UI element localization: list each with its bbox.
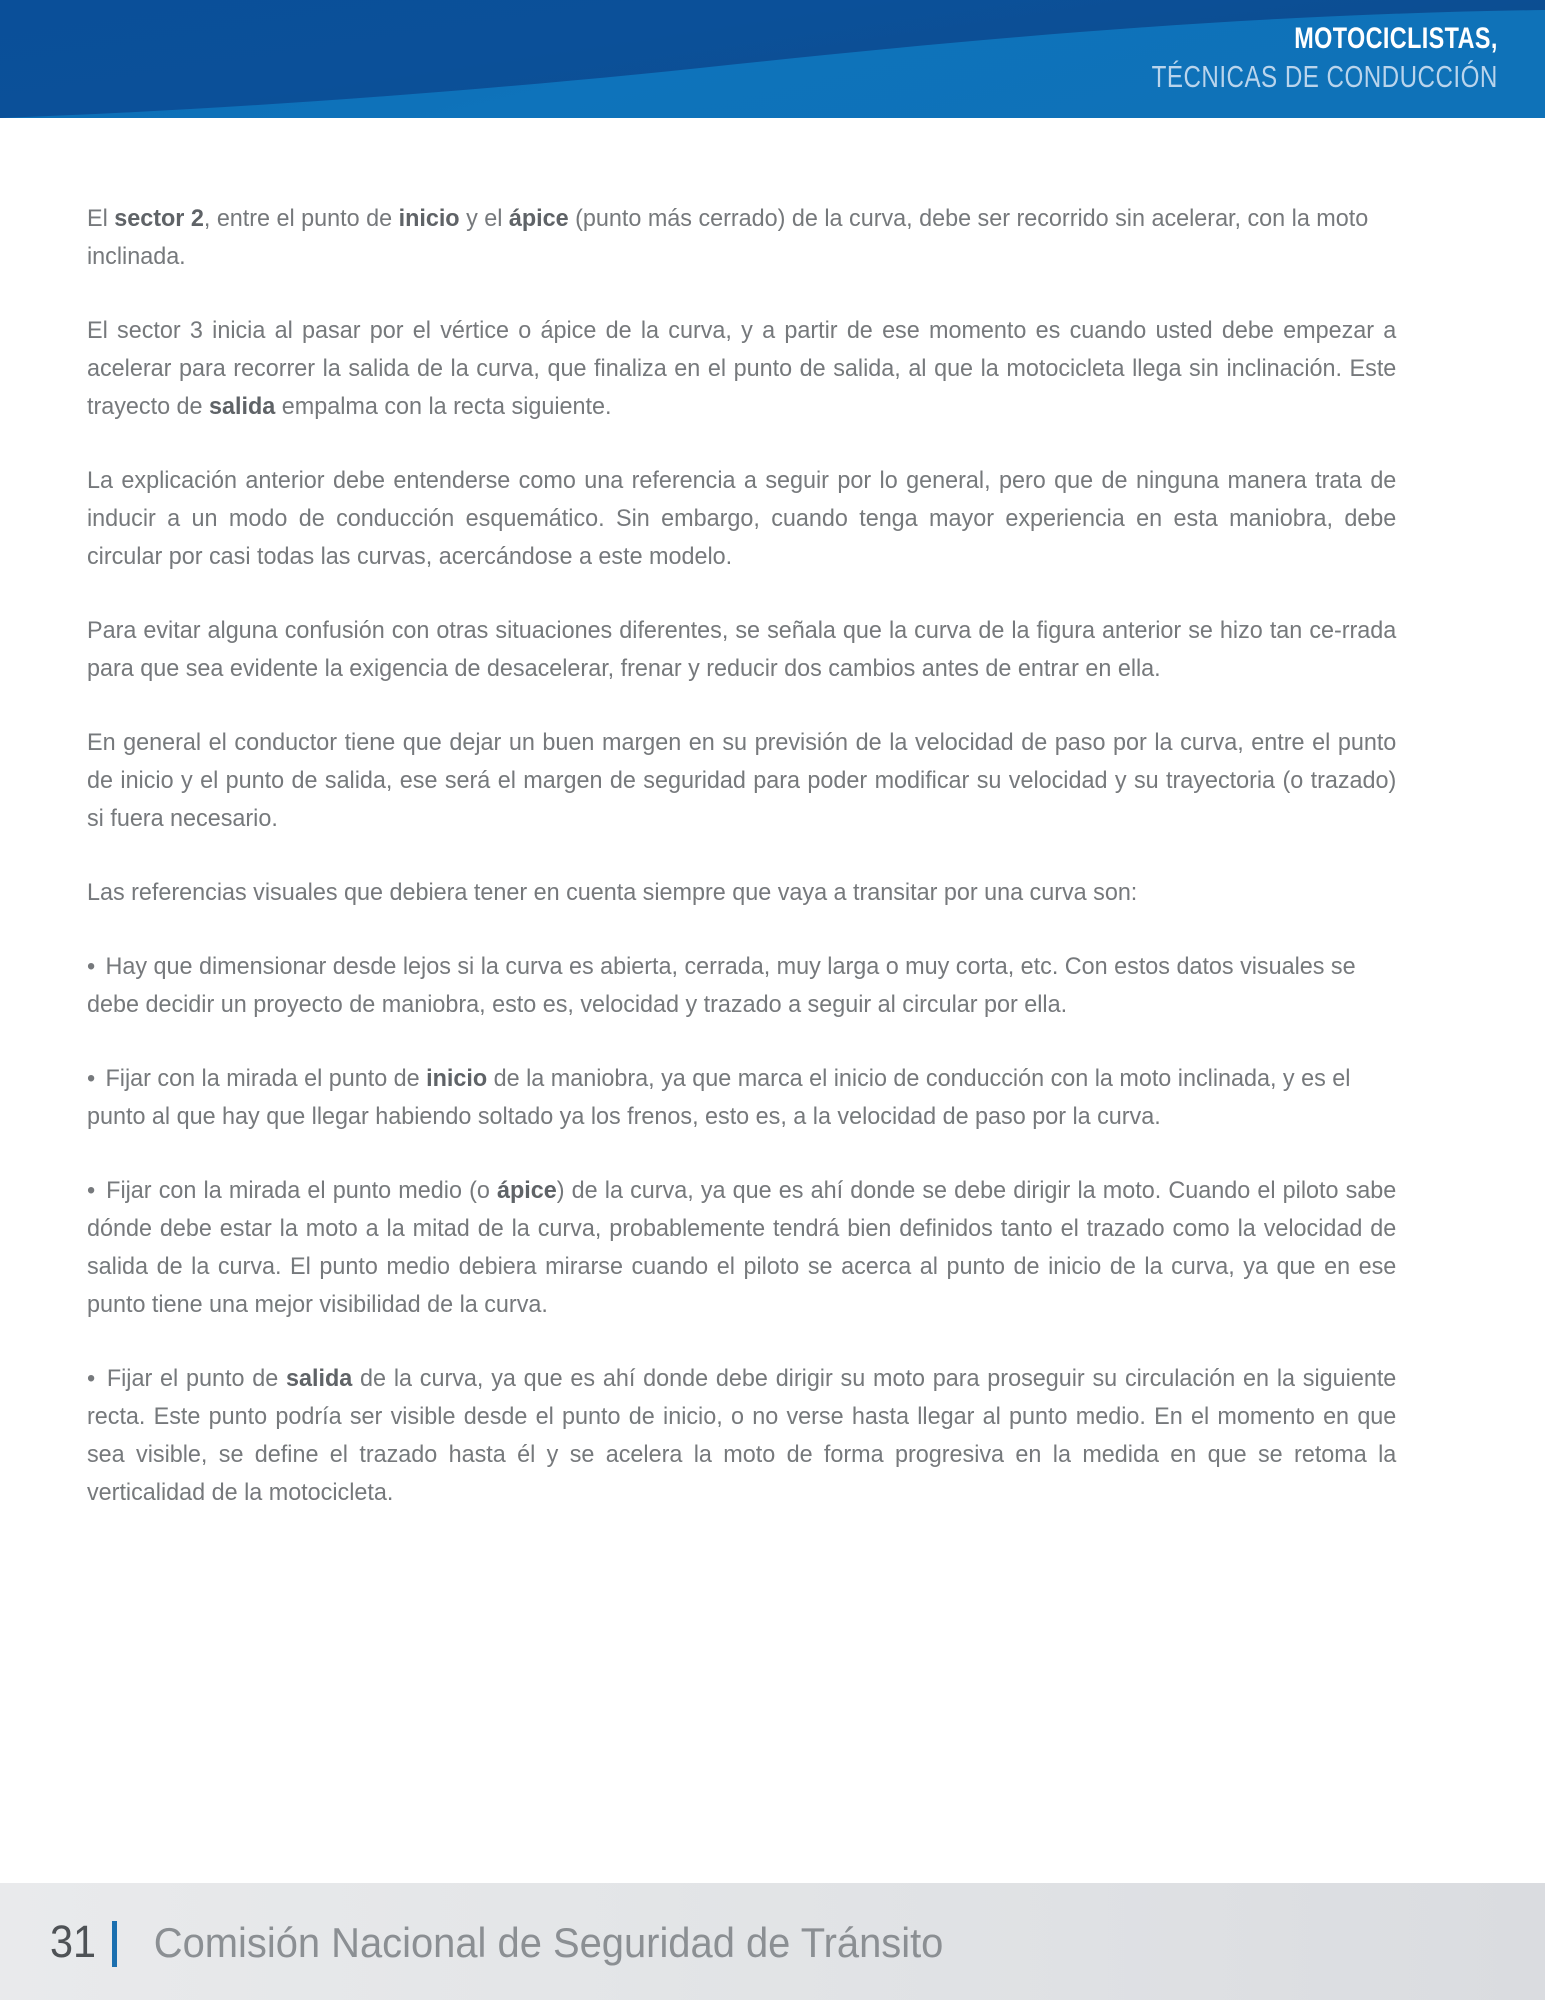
emphasis-text: salida — [286, 1365, 353, 1392]
header-title-subtitle: TÉCNICAS DE CONDUCCIÓN — [1151, 59, 1498, 94]
emphasis-text: sector 2 — [114, 205, 204, 232]
p-explicacion — [87, 462, 1396, 576]
footer-organization-name: Comisión Nacional de Seguridad de Tránsito — [153, 1918, 944, 1966]
text-run: Fijar el punto de — [106, 1365, 287, 1392]
text-run: Fijar con la mirada el punto de — [105, 1065, 427, 1092]
p-referencias-intro — [87, 874, 1396, 912]
bullet-icon: • — [87, 953, 106, 980]
footer-content — [48, 1915, 964, 1967]
text-run: ) de la curva, ya que es ahí donde se debe dirigir la moto. Cuando el piloto sabe dónde debe estar la moto a la mitad de la curva, probablemente tendrá bien definidos tanto el trazado como la velocidad de salida de la curva. El punto medio debiera mirarse cuando el piloto se acerca al punto de inicio de la curva, ya que en ese punto tiene una mejor visibilidad de la curva. — [87, 1177, 1397, 1318]
page-number: 31 — [50, 1915, 97, 1967]
text-run: , entre el punto de — [203, 205, 399, 232]
text-run: El — [87, 205, 115, 232]
footer-divider — [112, 1921, 117, 1967]
p-sector-2 — [87, 200, 1396, 276]
text-run: y el — [459, 205, 509, 232]
text-run: Para evitar alguna confusión con otras situaciones diferentes, se señala que la curva de la figura anterior se hizo tan ce-rrada para que sea evidente la exigencia de desacelerar, frenar y reducir dos cambios antes de entrar en ella. — [87, 617, 1397, 682]
bullet-inicio — [87, 1060, 1396, 1136]
header-title-main: MOTOCICLISTAS, — [1294, 22, 1498, 55]
text-run: El sector 3 inicia al pasar por el vértice o ápice de la curva, y a partir de ese momento es cuando usted debe empezar a acelerar para recorrer la salida de la curva, que finaliza en el punto de salida, al que la motocicleta llega sin inclinación. Este trayecto de — [87, 317, 1397, 420]
bullet-apice — [87, 1172, 1396, 1324]
bullet-icon: • — [87, 1065, 106, 1092]
page-footer — [0, 1883, 1545, 2000]
p-sector-3 — [87, 312, 1396, 426]
document-body — [87, 200, 1458, 1512]
emphasis-text: inicio — [426, 1065, 488, 1092]
bullet-icon: • — [87, 1365, 107, 1392]
text-run: La explicación anterior debe entenderse como una referencia a seguir por lo general, pero que de ninguna manera trata de inducir a un modo de conducción esquemático. Sin embargo, cuando tenga mayor experiencia en esta maniobra, debe circular por casi todas las curvas, acercándose a este modelo. — [87, 467, 1397, 570]
text-run: En general el conductor tiene que dejar un buen margen en su previsión de la velocidad de paso por la curva, entre el punto de inicio y el punto de salida, ese será el margen de seguridad para poder modificar su velocidad y su trayectoria (o trazado) si fuera necesario. — [87, 729, 1397, 832]
text-run: Las referencias visuales que debiera tener en cuenta siempre que vaya a transitar por una curva son: — [87, 879, 1138, 906]
p-margen — [87, 724, 1396, 838]
text-run: (punto más cerrado) de la curva, debe ser recorrido sin acelerar, con la moto inclinada. — [87, 205, 1369, 270]
emphasis-text: salida — [209, 393, 276, 420]
page-header — [0, 0, 1545, 148]
p-confusion — [87, 612, 1396, 688]
bullet-salida — [87, 1360, 1396, 1512]
text-run: de la maniobra, ya que marca el inicio de conducción con la moto inclinada, y es el punto al que hay que llegar habiendo soltado ya los frenos, esto es, a la velocidad de paso por la curva. — [87, 1065, 1351, 1130]
text-run: Fijar con la mirada el punto medio (o — [106, 1177, 497, 1204]
text-run: de la curva, ya que es ahí donde debe dirigir su moto para proseguir su circulación en la siguiente recta. Este punto podría ser visible desde el punto de inicio, o no verse hasta llegar al punto medio. En el momento en que sea visible, se define el trazado hasta él y se acelera la moto de forma progresiva en la medida en que se retoma la verticalidad de la motocicleta. — [87, 1365, 1397, 1506]
emphasis-text: inicio — [398, 205, 460, 232]
bullet-dimensionar — [87, 948, 1396, 1024]
bullet-icon: • — [87, 1177, 107, 1204]
header-title-group — [1054, 24, 1498, 92]
emphasis-text: ápice — [508, 205, 569, 232]
text-run: Hay que dimensionar desde lejos si la curva es abierta, cerrada, muy larga o muy corta, etc. Con estos datos visuales se debe decidir un proyecto de maniobra, esto es, velocidad y trazado a seguir al circular por ella. — [87, 953, 1356, 1018]
emphasis-text: ápice — [496, 1177, 557, 1204]
text-run: empalma con la recta siguiente. — [275, 393, 612, 420]
